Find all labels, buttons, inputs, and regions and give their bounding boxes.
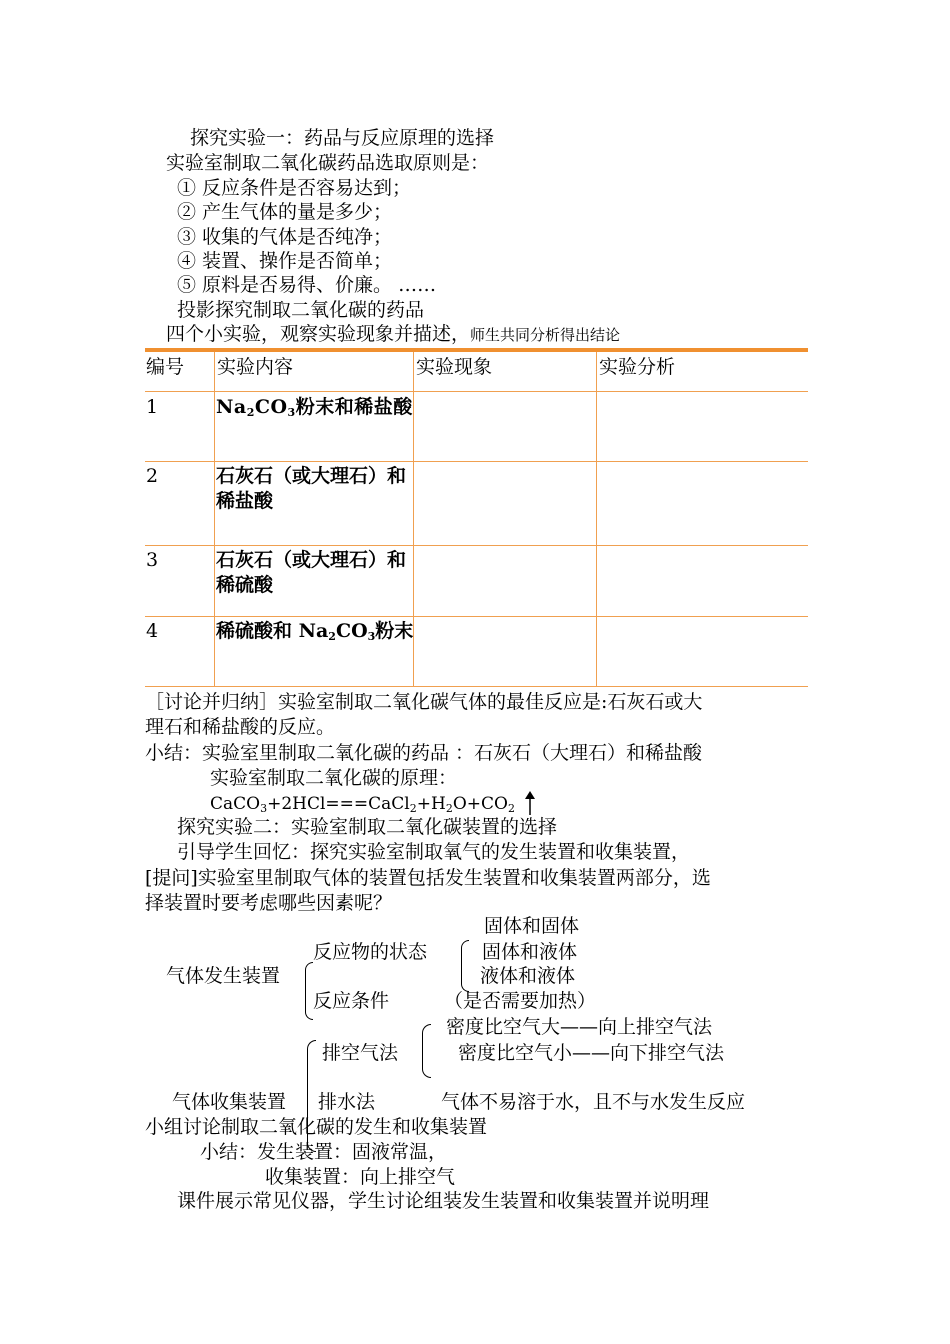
reactant-state-label: 反应物的状态 — [313, 941, 428, 963]
table-row-3-content: 石灰石（或大理石）和稀硫酸 — [216, 549, 407, 596]
table-row-2-no: 2 — [146, 465, 159, 487]
state-solid-liquid: 固体和液体 — [482, 941, 578, 963]
density-lower: 密度比空气小——向下排空气法 — [458, 1042, 725, 1064]
table-col-divider — [214, 352, 215, 686]
table-row-3-no: 3 — [146, 549, 159, 571]
table-row-divider — [145, 391, 808, 392]
reaction-equation: $CaCO_3+2HCl===CaCl_2+H_2O+CO_2$ — [210, 794, 515, 815]
heading-experiment-2: 探究实验二：实验室制取二氧化碳装置的选择 — [177, 816, 558, 838]
state-solid-solid: 固体和固体 — [484, 915, 580, 937]
summary-principle: 实验室制取二氧化碳的原理： — [210, 767, 458, 789]
table-header-no: 编号 — [146, 356, 185, 378]
table-row-divider — [145, 616, 808, 617]
collection-apparatus-label: 气体收集装置 — [172, 1091, 287, 1113]
principle-item-2: ② 产生气体的量是多少； — [177, 201, 393, 223]
table-row-divider — [145, 461, 808, 462]
four-experiments-line — [166, 322, 620, 347]
principle-item-3: ③ 收集的气体是否纯净； — [177, 226, 393, 248]
table-row-2-content: 石灰石（或大理石）和稀盐酸 — [216, 465, 407, 512]
air-brace-icon — [422, 1024, 431, 1078]
principle-item-1: ① 反应条件是否容易达到； — [177, 177, 412, 199]
summary-generation: 小结：发生装置：固液常温， — [200, 1141, 448, 1163]
analysis-note: 师生共同分析得出结论 — [470, 326, 621, 344]
generation-apparatus-label: 气体发生装置 — [166, 965, 281, 987]
table-header-content: 实验内容 — [217, 356, 294, 378]
table-top-border — [145, 348, 808, 352]
question-line-2: 择装置时要考虑哪些因素呢？ — [145, 892, 393, 914]
table-row-4-no: 4 — [146, 620, 159, 642]
heating-note: （是否需要加热） — [444, 990, 597, 1012]
discussion-line-1: ［讨论并归纳］实验室制取二氧化碳气体的最佳反应是:石灰石或大 — [145, 691, 703, 713]
density-higher: 密度比空气大——向上排空气法 — [446, 1016, 713, 1038]
table-header-phenomenon: 实验现象 — [416, 356, 493, 378]
courseware-line: 课件展示常见仪器，学生讨论组装发生装置和收集装置并说明理 — [177, 1190, 710, 1212]
generation-brace-icon — [305, 962, 313, 1020]
heading-experiment-1: 探究实验一：药品与反应原理的选择 — [190, 127, 495, 149]
table-row-4-content: 稀硫酸和 $Na_2CO_3$粉末 — [216, 620, 414, 643]
summary-collection: 收集装置：向上排空气 — [265, 1166, 456, 1188]
discussion-line-2: 理石和稀盐酸的反应。 — [145, 716, 336, 738]
principle-item-4: ④ 装置、操作是否简单； — [177, 250, 393, 272]
table-bottom-border — [145, 686, 808, 687]
water-condition: 气体不易溶于水，且不与水发生反应 — [441, 1091, 746, 1113]
table-row-divider — [145, 545, 808, 546]
projection-line: 投影探究制取二氧化碳的药品 — [177, 299, 425, 321]
air-displacement-label: 排空气法 — [322, 1042, 399, 1064]
principle-intro: 实验室制取二氧化碳药品选取原则是： — [166, 152, 490, 174]
water-displacement-label: 排水法 — [318, 1091, 376, 1113]
gas-up-arrow-icon — [523, 789, 537, 815]
question-line-1: [提问]实验室里制取气体的装置包括发生装置和收集装置两部分，选 — [145, 867, 711, 889]
summary-reagents: 小结：实验室里制取二氧化碳的药品 ：石灰石（大理石）和稀盐酸 — [145, 742, 703, 764]
table-col-divider — [596, 352, 597, 686]
state-brace-icon — [461, 940, 469, 992]
recall-line: 引导学生回忆：探究实验室制取氧气的发生装置和收集装置， — [177, 841, 691, 863]
reaction-condition-label: 反应条件 — [313, 990, 390, 1012]
table-row-1-no: 1 — [146, 396, 159, 418]
state-liquid-liquid: 液体和液体 — [480, 965, 576, 987]
table-row-1-content: $Na_2CO_3$粉末和稀盐酸 — [216, 396, 413, 419]
table-header-analysis: 实验分析 — [599, 356, 676, 378]
group-discussion-line: 小组讨论制取二氧化碳的发生和收集装置 — [145, 1116, 488, 1138]
principle-item-5: ⑤ 原料是否易得、价廉。 …… — [177, 274, 437, 296]
four-experiments-text: 四个小实验，观察实验现象并描述， — [166, 323, 471, 345]
